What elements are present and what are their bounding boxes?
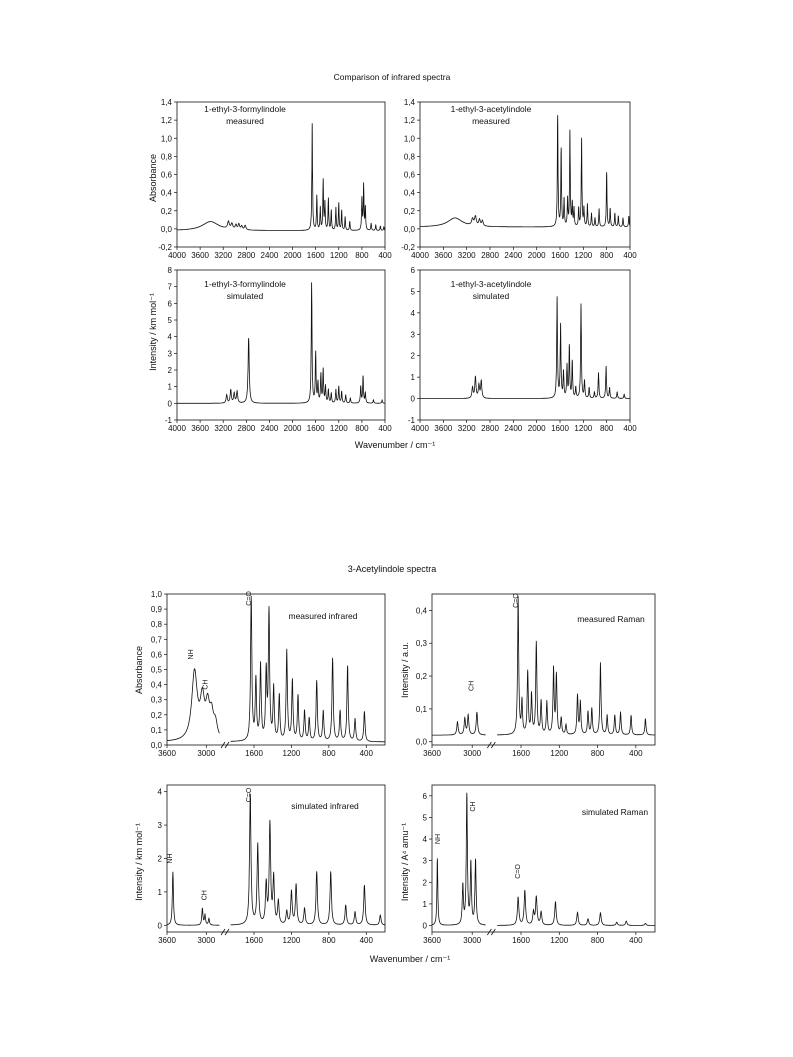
y-tick-label: 0,0 [415,737,427,747]
y-tick-label: 0,1 [150,725,162,735]
y-tick-label: 0,7 [150,635,162,645]
figure1-y-axis-label-bottom: Intensity / km mol⁻¹ [148,293,158,371]
x-tick-label: 800 [599,251,614,260]
y-tick-label: 3 [157,821,162,831]
figure2-title: 3-Acetylindole spectra [347,564,437,574]
y-tick-label: 4 [422,835,427,845]
panel-label: simulated [472,291,510,301]
band-annotation: NH [435,833,442,845]
band-annotation: NH [167,853,175,864]
y-tick-label: 3 [410,330,415,340]
y-tick-label: 0 [410,394,415,404]
spectrum-line [177,282,385,403]
panel-label: 1-ethyl-3-formylindole [204,104,286,114]
y-tick-label: 0,6 [150,650,162,660]
x-tick-label: 1200 [550,936,569,945]
x-tick-label: 800 [322,749,336,758]
panel-label: measured [472,116,510,126]
y-tick-label: 5 [410,287,415,297]
chart-panel-2 [401,98,637,260]
plot-frame [177,270,385,420]
x-tick-label: 1200 [574,251,593,260]
band-annotation: C=O [515,864,523,879]
panel-label: simulated [226,291,264,301]
spectrum-line [420,115,630,227]
x-tick-label: 3000 [197,749,216,758]
band-annotation: NH [188,649,196,660]
x-tick-label: 2000 [527,251,546,260]
panel-label: simulated Raman [581,807,649,817]
y-tick-label: 1,2 [403,116,415,126]
y-tick-label: 1,0 [403,134,415,144]
y-tick-label: -0,2 [158,243,172,252]
y-tick-label: 0,9 [150,605,162,615]
x-tick-label: 400 [359,936,373,945]
x-tick-label: 1600 [551,424,569,433]
y-tick-label: 6 [167,299,172,309]
figure1-y-axis-label-top: Absorbance [148,153,158,203]
x-tick-label: 3600 [158,936,176,945]
chart-panel-3 [165,266,392,433]
x-tick-label: 800 [599,424,614,433]
y-tick-label: 0,4 [150,680,162,690]
x-tick-label: 1200 [550,749,569,758]
figure2-y-axis-label-br: Intensity / A⁴ amu⁻¹ [400,822,410,902]
chart-panel-6 [416,593,655,758]
x-tick-label: 1600 [512,936,530,945]
band-annotation: CH [469,801,477,812]
x-tick-label: 800 [355,424,369,433]
y-tick-label: 0,0 [150,741,162,750]
x-tick-label: 3000 [197,936,216,945]
x-tick-label: 3600 [434,424,453,433]
chart-panel-8 [423,785,655,945]
x-tick-label: 400 [378,424,392,433]
y-tick-label: 0,0 [160,224,172,234]
x-tick-label: 800 [590,749,605,758]
x-tick-label: 400 [623,424,637,433]
band-annotation: CH [468,680,476,691]
x-tick-label: 800 [590,936,605,945]
chart-panel-1 [158,98,392,260]
plot-frame [177,102,385,247]
band-annotation: C=O [513,593,521,608]
x-tick-label: 1600 [306,424,325,433]
x-tick-label: 400 [378,251,392,260]
band-annotation: CH [202,679,210,690]
x-tick-label: 3600 [191,251,210,260]
x-tick-label: 3200 [214,424,233,433]
y-tick-label: 0 [422,921,427,931]
y-tick-label: 5 [422,813,427,823]
figure2-y-axis-label-tr: Intensity / a.u. [400,641,410,699]
panel-label: simulated infrared [291,801,359,811]
x-tick-label: 1600 [245,749,263,758]
x-tick-label: 2400 [260,251,279,260]
y-tick-label: 1,4 [160,98,172,107]
spectrum-line [177,123,385,230]
plot-frame [420,102,630,247]
chart-panel-5 [151,590,385,758]
panel-label: measured [226,116,264,126]
y-tick-label: 2 [422,878,427,888]
x-tick-label: 400 [623,251,637,260]
x-tick-label: 2000 [283,251,302,260]
y-tick-label: 1 [157,887,162,897]
y-tick-label: 0,3 [150,695,162,705]
y-tick-label: 4 [410,308,415,318]
x-tick-label: 400 [359,749,373,758]
y-tick-label: 7 [167,282,172,292]
y-tick-label: 2 [167,366,172,375]
x-tick-label: 4000 [411,251,429,260]
x-tick-label: 2800 [481,424,499,433]
x-tick-label: 1200 [574,424,593,433]
y-tick-label: -1 [407,416,415,425]
spectrum-line [420,296,630,398]
x-tick-label: 3600 [191,424,210,433]
band-annotation: CH [201,890,209,901]
y-tick-label: 0,5 [150,665,162,675]
band-annotation: C=O [246,591,254,606]
y-tick-label: 0,2 [160,206,172,216]
panel-label: 1-ethyl-3-acetylindole [450,279,532,289]
x-tick-label: 4000 [168,251,186,260]
y-tick-label: 0,4 [403,188,415,198]
plot-frame [420,270,630,420]
x-tick-label: 1600 [306,251,325,260]
y-tick-label: 1 [410,373,415,383]
x-tick-label: 800 [322,936,336,945]
panel-label: measured infrared [288,611,358,621]
figure2-y-axis-label-bl: Intensity / km mol⁻¹ [134,823,144,901]
y-tick-label: 0,1 [415,704,427,714]
y-tick-label: 5 [167,316,172,325]
x-tick-label: 3200 [457,424,476,433]
x-tick-label: 3600 [158,749,176,758]
y-tick-label: 0,0 [403,224,415,234]
x-tick-label: 3600 [423,749,441,758]
y-tick-label: 0,2 [403,206,415,216]
y-tick-label: 2 [410,351,415,361]
y-tick-label: 1,0 [150,590,162,599]
x-tick-label: 2800 [237,424,256,433]
figure2-x-axis-label: Wavenumber / cm⁻¹ [369,954,451,964]
y-tick-label: 6 [410,266,415,275]
y-tick-label: 3 [422,856,427,866]
x-tick-label: 3000 [463,936,482,945]
x-tick-label: 2400 [504,424,523,433]
panel-label: 1-ethyl-3-acetylindole [450,104,532,114]
x-tick-label: 2800 [481,251,499,260]
figure1-title: Comparison of infrared spectra [333,72,451,82]
y-tick-label: 0,4 [160,188,172,198]
figure2-y-axis-label-tl: Absorbance [134,645,144,695]
x-tick-label: 400 [629,749,643,758]
y-tick-label: 0,8 [150,620,162,630]
x-tick-label: 3200 [457,251,476,260]
x-tick-label: 3600 [423,936,441,945]
y-tick-label: 0,8 [160,152,172,162]
y-tick-label: 1,2 [160,116,172,126]
y-tick-label: 4 [167,332,172,342]
x-tick-label: 3000 [463,749,482,758]
y-tick-label: 2 [157,854,162,864]
x-tick-label: 1600 [512,749,530,758]
x-tick-label: 2400 [504,251,523,260]
x-tick-label: 800 [355,251,369,260]
y-tick-label: 0,6 [160,170,172,180]
x-tick-label: 3600 [434,251,453,260]
x-tick-label: 4000 [411,424,429,433]
y-tick-label: -0,2 [401,243,415,252]
y-tick-label: 0,3 [415,639,427,649]
x-tick-label: 3200 [214,251,233,260]
x-tick-label: 1600 [551,251,569,260]
y-tick-label: 1,4 [403,98,415,107]
chart-panel-4 [408,266,637,433]
y-tick-label: 0 [167,399,172,409]
x-tick-label: 2800 [237,251,256,260]
y-tick-label: 1 [167,382,172,392]
band-annotation: C=O [246,787,254,803]
y-tick-label: 8 [167,266,172,275]
y-tick-label: 3 [167,349,172,359]
x-tick-label: 400 [629,936,643,945]
x-tick-label: 1200 [282,749,301,758]
x-tick-label: 2400 [260,424,279,433]
x-tick-label: 2000 [527,424,546,433]
x-tick-label: 1200 [329,251,348,260]
x-tick-label: 4000 [168,424,186,433]
x-tick-label: 1200 [329,424,348,433]
y-tick-label: 0,8 [403,152,415,162]
x-tick-label: 1200 [282,936,301,945]
x-tick-label: 1600 [245,936,263,945]
y-tick-label: 0,2 [415,672,427,682]
y-tick-label: 0,2 [150,710,162,720]
y-tick-label: -1 [164,416,172,425]
y-tick-label: 1 [422,899,427,909]
figure1-x-axis-label: Wavenumber / cm⁻¹ [354,440,436,450]
y-tick-label: 4 [157,787,162,797]
y-tick-label: 0 [157,921,162,931]
x-tick-label: 2000 [283,424,302,433]
y-tick-label: 6 [422,791,427,801]
panel-label: 1-ethyl-3-formylindole [204,279,286,289]
spectrum-line [167,794,385,926]
y-tick-label: 1,0 [160,134,172,144]
chart-panel-7 [158,785,385,945]
y-tick-label: 0,6 [403,170,415,180]
panel-label: measured Raman [577,614,645,624]
y-tick-label: 0,4 [415,606,427,616]
